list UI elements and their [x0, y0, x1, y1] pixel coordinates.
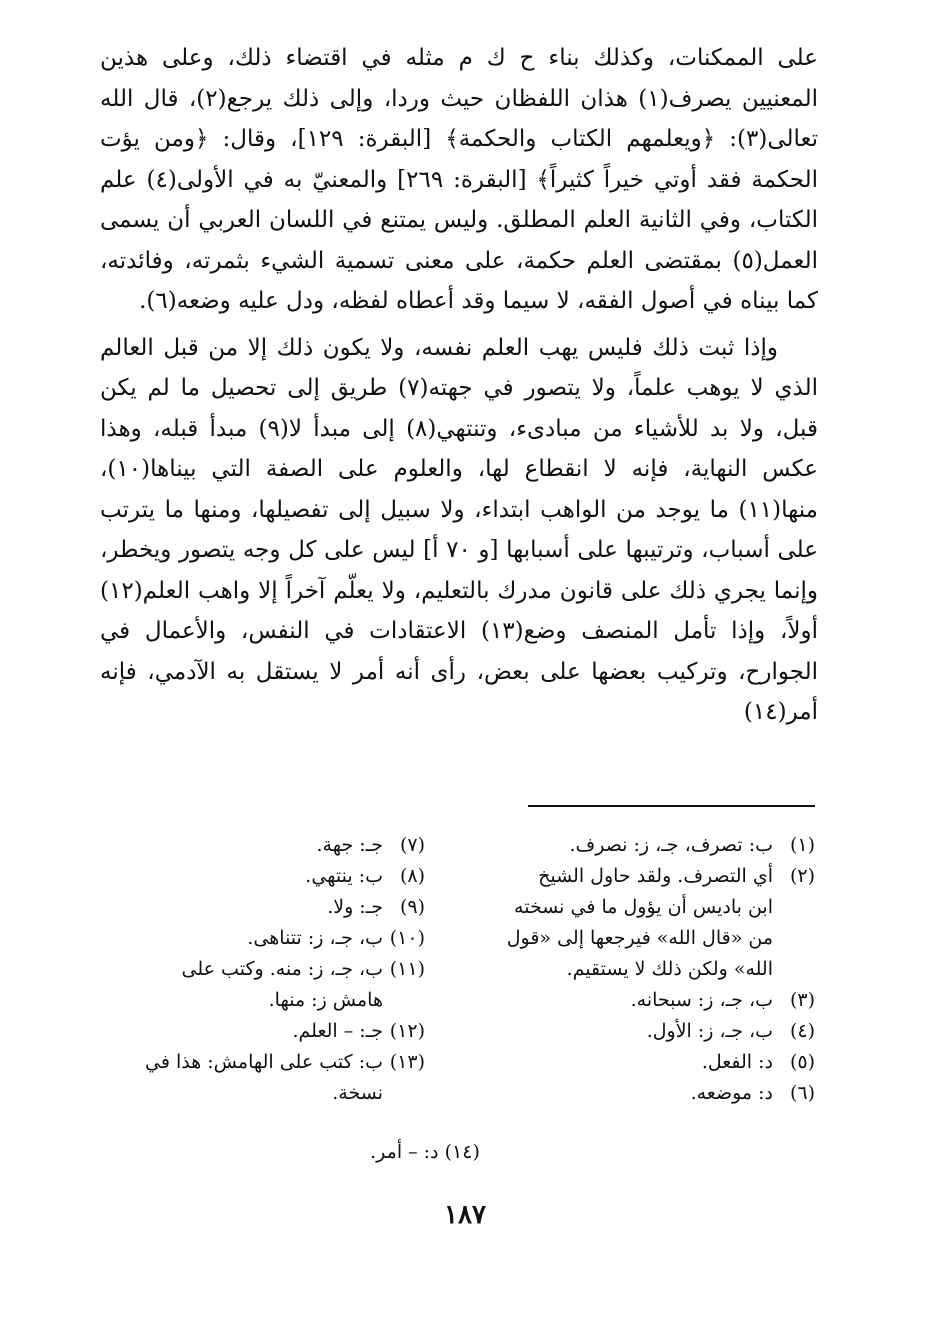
footnote-text: جـ: ولا.: [327, 896, 383, 918]
footnote-8: [95, 861, 425, 892]
footnote-13: [95, 1047, 425, 1109]
footnote-number: (١٢): [389, 1020, 425, 1042]
footnote-text: ب، جـ، ز: منه. وكتب على: [181, 958, 383, 980]
footnote-continuation: ابن باديس أن يؤول ما في نسخته من «قال الله» فيرجعها إلى «قول الله» ولكن ذلك لا يستقيم.: [506, 896, 773, 980]
footnote-text: ب: كتب على الهامش: هذا في: [145, 1051, 383, 1073]
footnote-number: (٣): [789, 989, 815, 1011]
footnote-number: (٧): [399, 834, 425, 856]
footnote-continuation: هامش ز: منها.: [268, 989, 383, 1011]
footnote-text: ب، جـ، ز: الأول.: [646, 1020, 773, 1042]
footnote-text: ب: تصرف، جـ، ز: نصرف.: [569, 834, 773, 856]
footnote-10: [95, 923, 425, 954]
footnote-4: [497, 1016, 815, 1047]
footnote-number: (٢): [789, 865, 815, 887]
footnote-text: ب، جـ، ز: سبحانه.: [630, 989, 773, 1011]
footnote-number: (١): [789, 834, 815, 856]
footnote-number: (٩): [399, 896, 425, 918]
footnote-text: جـ: – العلم.: [292, 1020, 383, 1042]
main-text-block: [100, 38, 818, 733]
footnote-text: د: – أمر.: [370, 1141, 439, 1163]
footnote-6: [497, 1078, 815, 1109]
footnote-separator: [528, 805, 815, 807]
footnote-9: [95, 892, 425, 923]
footnote-5: [497, 1047, 815, 1078]
page-number: ١٨٧: [444, 1200, 486, 1230]
footnotes-left-column: [95, 830, 425, 1109]
footnote-number: (١٤): [444, 1141, 480, 1163]
footnote-7: [95, 830, 425, 861]
footnote-text: د: الفعل.: [701, 1051, 773, 1073]
footnotes-right-column: [497, 830, 815, 1109]
paragraph-2: وإذا ثبت ذلك فليس يهب العلم نفسه، ولا يكون ذلك إلا من قبل العالم الذي لا يوهب علماً، ولا يتصور في جهته(٧) طريق إلى تحصيل ما لم يكن قبل، ولا بد للأشياء من مبادىء، وتنتهي(٨) إلى مبدأ لا(٩) مبدأ قبله، وهذا عكس النهاية، فإنه لا انقطاع لها، والعلوم على الصفة التي بيناها(١٠)، منها(١١) ما يوجد من الواهب ابتداء، ولا سبيل إلى تفصيلها، ومنها ما يترتب على أسباب، وترتيبها على أسبابها [و ٧٠ أ] ليس على كل وجه يتصور ويخطر، وإنما يجري ذلك على قانون مدرك بالتعليم، ولا يعلّم آخراً إلا واهب العلم(١٢) أولاً، وإذا تأمل المنصف وضع(١٣) الاعتقادات في النفس، والأعمال في الجوارح، وتركيب بعضها على بعض، رأى أنه أمر لا يستقل به الآدمي، فإنه أمر(١٤): [100, 334, 818, 725]
footnote-number: (١٠): [389, 927, 425, 949]
footnote-12: [95, 1016, 425, 1047]
footnote-text: د: موضعه.: [690, 1082, 773, 1104]
footnote-continuation: نسخة.: [332, 1082, 383, 1104]
footnote-number: (٦): [789, 1082, 815, 1104]
footnote-2: [497, 861, 815, 985]
footnote-text: ب: ينتهي.: [305, 865, 383, 887]
footnote-text: أي التصرف. ولقد حاول الشيخ: [538, 865, 773, 887]
footnote-11: [95, 954, 425, 1016]
paragraph-1: على الممكنات، وكذلك بناء ح ك م مثله في اقتضاء ذلك، وعلى هذين المعنيين يصرف(١) هذان اللفظان حيث وردا، وإلى ذلك يرجع(٢)، قال الله تعالى(٣): ﴿ويعلمهم الكتاب والحكمة﴾ [البقرة: ١٢٩]، وقال: ﴿ومن يؤت الحكمة فقد أوتي خيراً كثيراً﴾ [البقرة: ٢٦٩] والمعنيّ به في الأولى(٤) علم الكتاب، وفي الثانية العلم المطلق. وليس يمتنع في اللسان العربي أن يسمى العمل(٥) بمقتضى العلم حكمة، على معنى تسمية الشيء بثمرته، وفائدته، كما بيناه في أصول الفقه، لا سيما وقد أعطاه لفظه، ودل عليه وضعه(٦).: [100, 45, 819, 314]
footnote-number: (٥): [789, 1051, 815, 1073]
footnote-1: [497, 830, 815, 861]
footnote-number: (١١): [389, 958, 425, 980]
footnote-text: ب، جـ، ز: تتناهى.: [247, 927, 383, 949]
footnote-number: (٨): [399, 865, 425, 887]
footnote-number: (١٣): [389, 1051, 425, 1073]
footnote-text: جـ: جهة.: [316, 834, 383, 856]
footnote-number: (٤): [789, 1020, 815, 1042]
footnote-14: [330, 1137, 520, 1168]
footnote-3: [497, 985, 815, 1016]
